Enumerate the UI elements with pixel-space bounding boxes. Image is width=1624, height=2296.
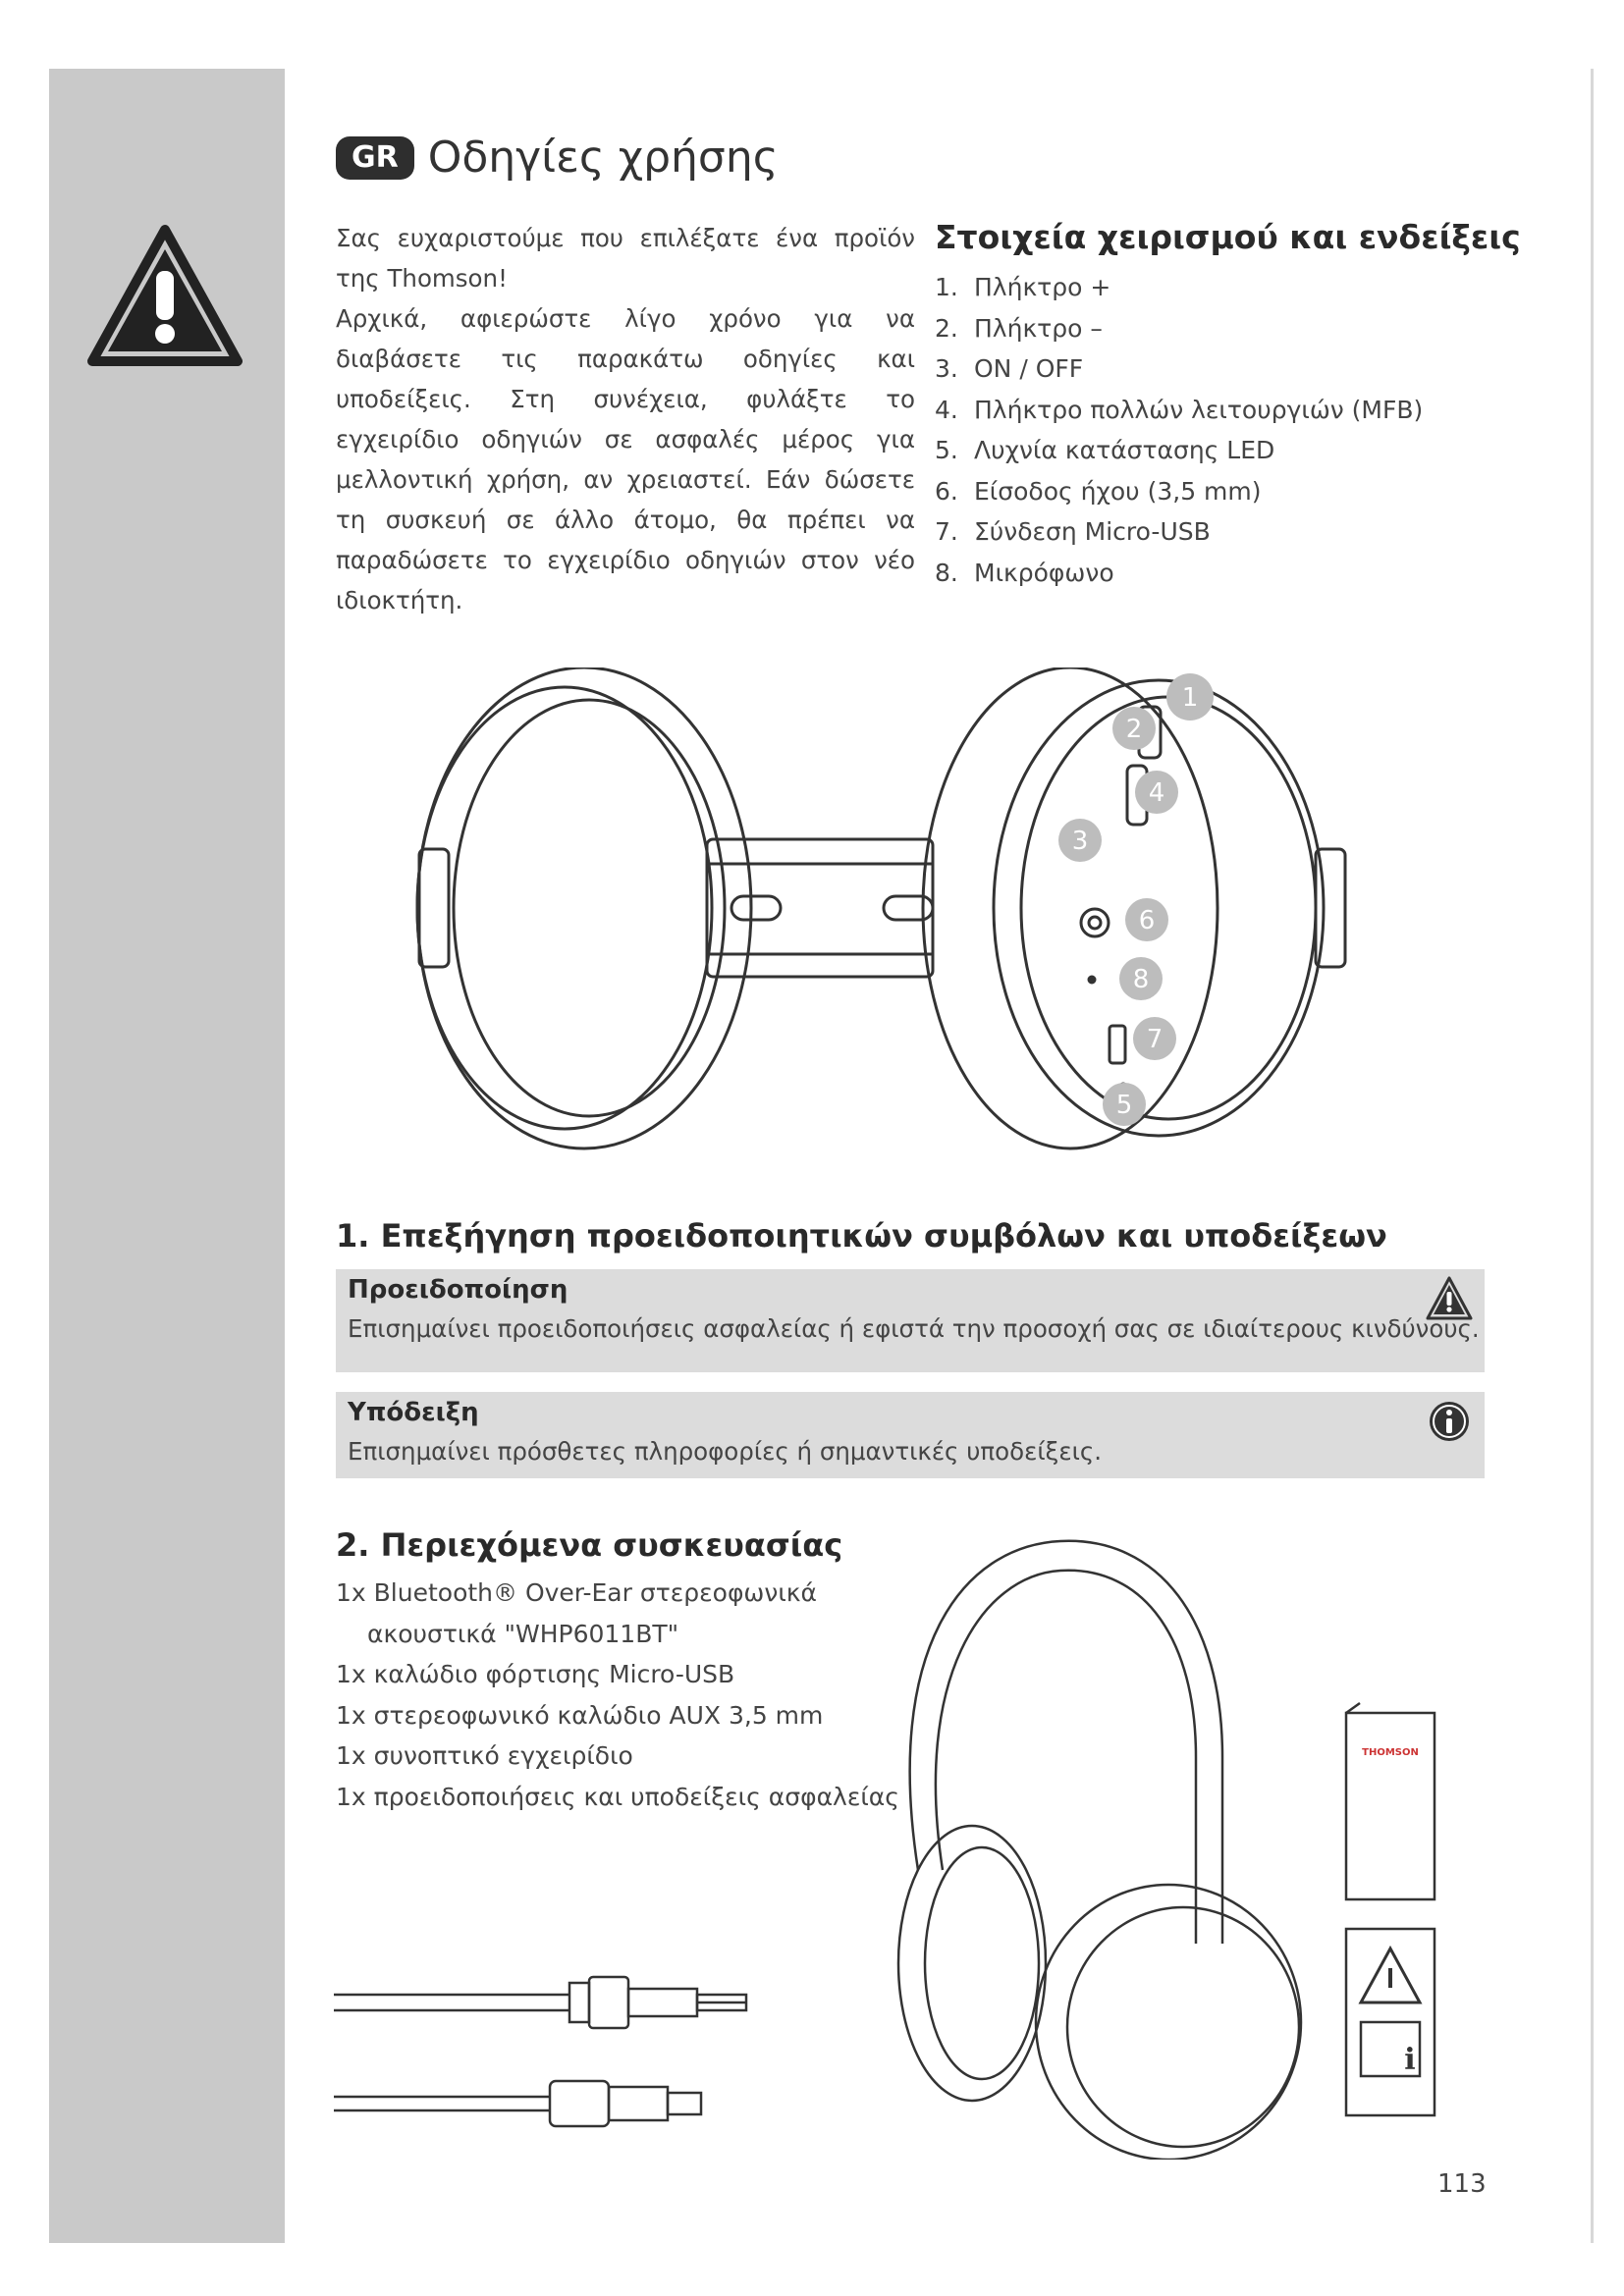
item-label: Πλήκτρο – bbox=[974, 313, 1103, 343]
svg-text:i: i bbox=[1404, 2043, 1416, 2077]
note-text: Επισημαίνει πρόσθετες πληροφορίες ή σημαντικές υποδείξεις. bbox=[348, 1437, 1103, 1466]
package-contents-illustration bbox=[334, 1531, 1492, 2160]
list-item: ακουστικά "WHP6011BT" bbox=[367, 1619, 679, 1648]
warning-box bbox=[336, 1269, 1485, 1372]
item-label: Είσοδος ήχου (3,5 mm) bbox=[974, 476, 1262, 506]
info-icon bbox=[1426, 1398, 1473, 1445]
item-number: 7. bbox=[935, 517, 958, 546]
warning-text: Επισημαίνει προειδοποιήσεις ασφαλείας ή εφιστά την προσοχή σας σε ιδιαίτερους κινδύνους. bbox=[348, 1314, 1480, 1343]
section-2-heading: 2. Περιεχόμενα συσκευασίας bbox=[336, 1526, 843, 1564]
page-title: Οδηγίες χρήσης bbox=[427, 133, 779, 183]
list-item bbox=[935, 430, 1423, 471]
item-number: 8. bbox=[935, 558, 958, 587]
callout-label: 8 bbox=[1132, 965, 1150, 994]
list-item bbox=[935, 390, 1423, 431]
right-margin-line bbox=[1591, 69, 1594, 2243]
manual-brand-label: THOMSON bbox=[1362, 1747, 1419, 1758]
list-item: 1x συνοπτικό εγχειρίδιο bbox=[336, 1741, 633, 1770]
list-item bbox=[935, 511, 1423, 553]
list-item: 1x καλώδιο φόρτισης Micro-USB bbox=[336, 1660, 735, 1688]
callout-label: 7 bbox=[1146, 1025, 1164, 1054]
left-sidebar bbox=[49, 69, 285, 2243]
item-number: 1. bbox=[935, 273, 958, 301]
warning-triangle-icon bbox=[86, 224, 244, 369]
callout-label: 1 bbox=[1181, 683, 1199, 713]
intro-text bbox=[336, 218, 915, 620]
controls-heading: Στοιχεία χειρισμού και ενδείξεις bbox=[935, 218, 1521, 256]
note-title: Υπόδειξη bbox=[348, 1398, 479, 1427]
list-item bbox=[935, 348, 1423, 390]
item-label: ON / OFF bbox=[974, 354, 1084, 383]
item-number: 2. bbox=[935, 313, 958, 343]
item-label: Σύνδεση Micro-USB bbox=[974, 517, 1211, 546]
list-item: 1x προειδοποιήσεις και υποδείξεις ασφαλείας bbox=[336, 1782, 899, 1811]
item-label: Πλήκτρο + bbox=[974, 273, 1111, 301]
section-1-heading: 1. Επεξήγηση προειδοποιητικών συμβόλων και υποδείξεων bbox=[336, 1217, 1387, 1255]
item-number: 6. bbox=[935, 476, 958, 506]
item-label: Λυχνία κατάστασης LED bbox=[974, 436, 1275, 464]
note-box bbox=[336, 1392, 1485, 1478]
list-item bbox=[935, 308, 1423, 349]
list-item bbox=[935, 553, 1423, 594]
page-header bbox=[336, 133, 779, 183]
callout-label: 4 bbox=[1148, 778, 1165, 808]
warning-triangle-icon bbox=[1426, 1275, 1473, 1322]
callout-label: 5 bbox=[1115, 1091, 1133, 1120]
item-number: 4. bbox=[935, 395, 958, 424]
item-label: Μικρόφωνο bbox=[974, 558, 1114, 587]
callout-label: 6 bbox=[1138, 906, 1156, 935]
list-item bbox=[935, 471, 1423, 512]
list-item: 1x στερεοφωνικό καλώδιο AUX 3,5 mm bbox=[336, 1700, 824, 1730]
headphones-controls-diagram bbox=[393, 667, 1355, 1158]
list-item bbox=[935, 267, 1423, 308]
controls-list bbox=[935, 267, 1423, 593]
intro-thanks: Σας ευχαριστούμε που επιλέξατε ένα προϊόν της Thomson! bbox=[336, 224, 915, 293]
item-number: 3. bbox=[935, 354, 958, 383]
list-item: 1x Bluetooth® Over-Ear στερεοφωνικά bbox=[336, 1578, 818, 1607]
callout-label: 3 bbox=[1071, 827, 1089, 856]
language-badge: GR bbox=[336, 136, 414, 180]
page-number: 113 bbox=[1437, 2169, 1487, 2199]
warning-title: Προειδοποίηση bbox=[348, 1275, 568, 1305]
item-label: Πλήκτρο πολλών λειτουργιών (MFB) bbox=[974, 395, 1424, 424]
intro-instructions: Αρχικά, αφιερώστε λίγο χρόνο για να διαβάσετε τις παρακάτω οδηγίες και υποδείξεις. Στη συνέχεια, φυλάξτε το εγχειρίδιο οδηγιών σε ασφαλές μέρος για μελλοντική χρήση, αν χρειαστεί. Εάν δώσετε τη συσκευή σε άλλο άτομο, θα πρέπει να παραδώσετε το εγχειρίδιο οδηγιών στον νέο ιδιοκτήτη. bbox=[336, 304, 915, 614]
item-number: 5. bbox=[935, 436, 958, 464]
callout-label: 2 bbox=[1125, 715, 1143, 744]
